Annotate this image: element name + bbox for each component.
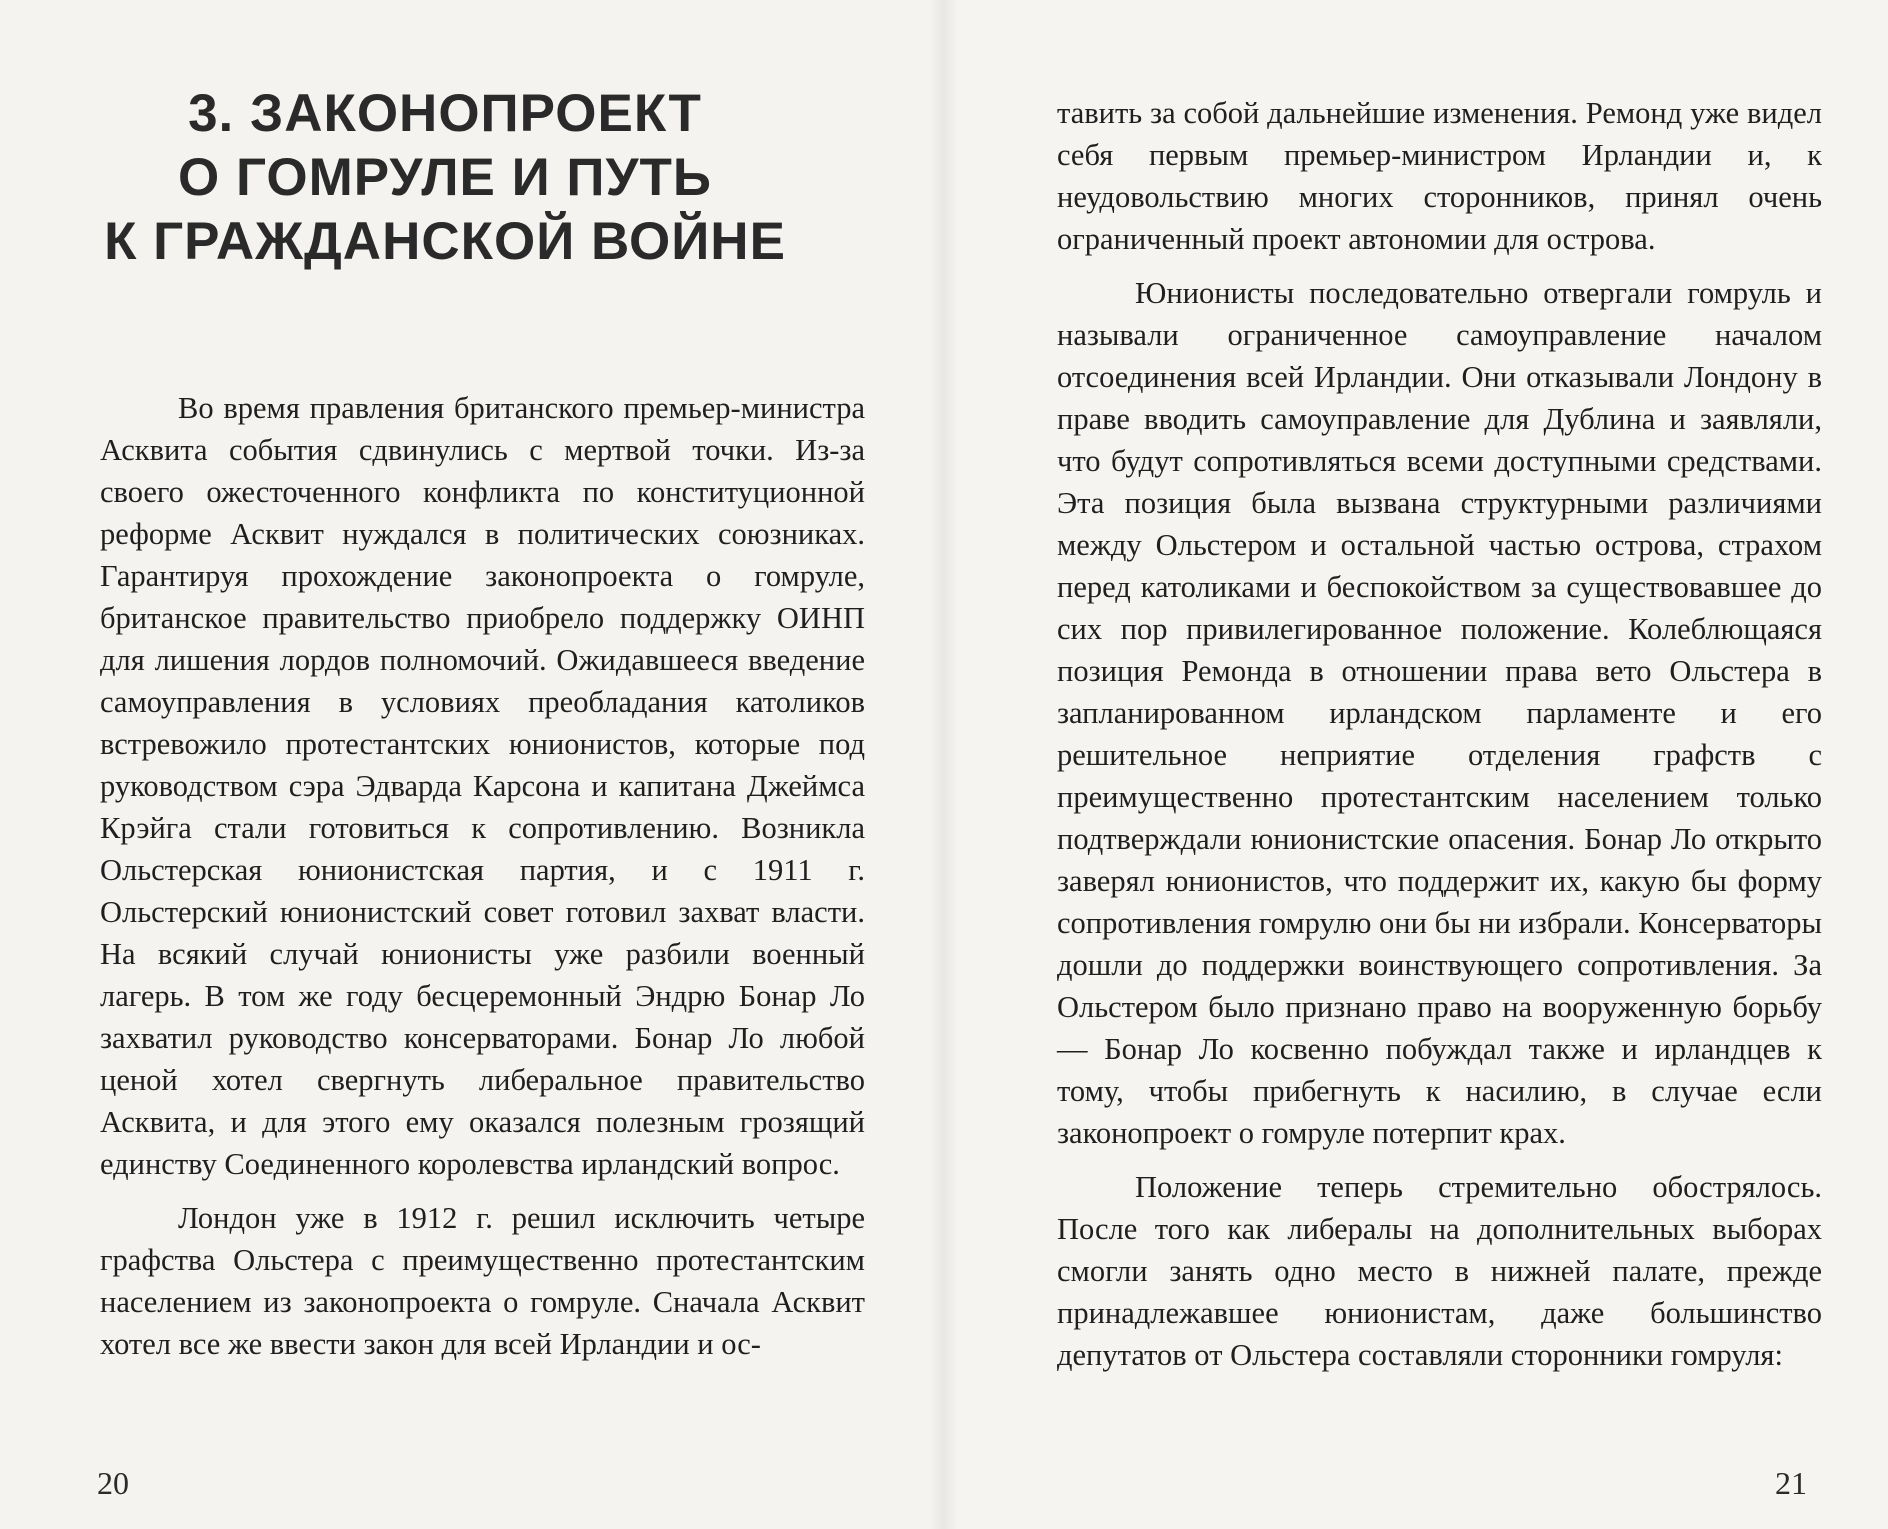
paragraph: Положение теперь стремительно обострялось. После того как либералы на дополнительных выборах смогли занять одно место в нижней палате, прежде принадлежавшее юнионистам, даже большинство депутатов от Ольстера составляли сторонники гомруля:: [1057, 1170, 1822, 1372]
left-page-body: [100, 387, 865, 1365]
right-page: [944, 0, 1888, 1529]
book-gutter: [930, 0, 958, 1529]
paragraph: Лондон уже в 1912 г. решил исключить четыре графства Ольстера с преимущественно протестантским населением из законопроекта о гомруле. Сначала Асквит хотел все же ввести закон для всей Ирландии и ос-: [100, 1201, 865, 1361]
paragraph: тавить за собой дальнейшие изменения. Ремонд уже видел себя первым премьер-министром Ирландии и, к неудовольствию многих сторонников, принял очень ограниченный проект автономии для острова.: [1057, 96, 1822, 256]
paragraph: Во время правления британского премьер-министра Асквита события сдвинулись с мертвой точки. Из-за своего ожесточенного конфликта по конституционной реформе Асквит нуждался в политических союзниках. Гарантируя прохождение законопроекта о гомруле, британское правительство приобрело поддержку ОИНП для лишения лордов полномочий. Ожидавшееся введение самоуправления в условиях преобладания католиков встревожило протестантских юнионистов, которые под руководством сэра Эдварда Карсона и капитана Джеймса Крэйга стали готовиться к сопротивлению. Возникла Ольстерская юнионистская партия, и с 1911 г. Ольстерский юнионистский совет готовил захват власти. На всякий случай юнионисты уже разбили военный лагерь. В том же году бесцеремонный Эндрю Бонар Ло захватил руководство консерваторами. Бонар Ло любой ценой хотел свергнуть либеральное правительство Асквита, и для этого ему оказался полезным грозящий единству Соединенного королевства ирландский вопрос.: [100, 391, 865, 1181]
right-page-body: [1057, 92, 1822, 1376]
chapter-title: [100, 82, 790, 274]
chapter-title-line: 3. ЗАКОНОПРОЕКТ: [188, 84, 702, 143]
paragraph: Юнионисты последовательно отвергали гомруль и называли ограниченное самоуправление началом отсоединения всей Ирландии. Они отказывали Лондону в праве вводить самоуправление для Дублина и заявляли, что будут сопротивляться всеми доступными средствами. Эта позиция была вызвана структурными различиями между Ольстером и остальной частью острова, страхом перед католиками и беспокойством за существовавшее до сих пор привилегированное положение. Колеблющаяся позиция Ремонда в отношении права вето Ольстера в запланированном ирландском парламенте и его решительное неприятие отделения графств с преимущественно протестантским населением только подтверждали юнионистские опасения. Бонар Ло открыто заверял юнионистов, что поддержит их, какую бы форму сопротивления гомрулю они бы ни избрали. Консерваторы дошли до поддержки воинствующего сопротивления. За Ольстером было признано право на вооруженную борьбу — Бонар Ло косвенно побуждал также и ирландцев к тому, чтобы прибегнуть к насилию, в случае если законопроект о гомруле потерпит крах.: [1057, 276, 1822, 1150]
page-number-right: 21: [1775, 1465, 1807, 1501]
chapter-title-line: К ГРАЖДАНСКОЙ ВОЙНЕ: [104, 212, 786, 271]
chapter-title-line: О ГОМРУЛЕ И ПУТЬ: [178, 148, 712, 207]
page-number-left: 20: [97, 1465, 129, 1501]
